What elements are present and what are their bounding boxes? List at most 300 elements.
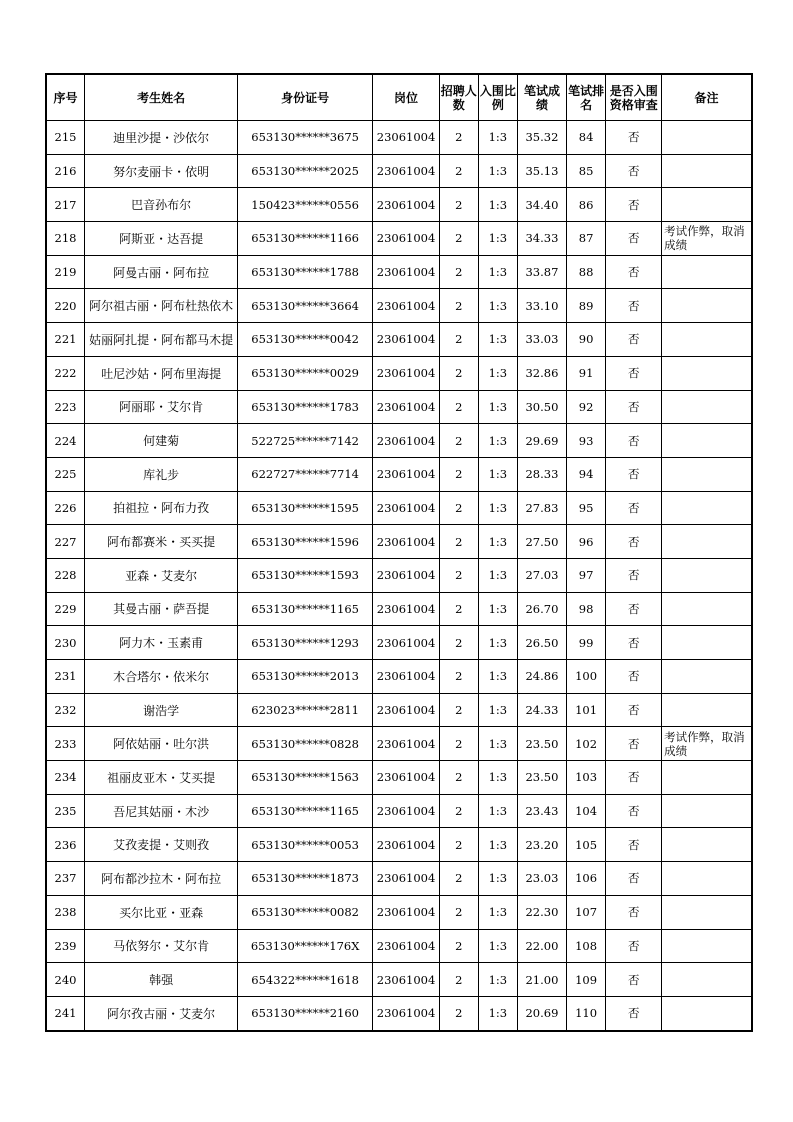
col-name-cell: 其曼古丽・萨吾提 bbox=[85, 592, 238, 626]
col-remark-cell bbox=[662, 457, 752, 491]
table-row bbox=[46, 693, 752, 727]
col-hire-count-cell: 2 bbox=[440, 289, 479, 323]
col-remark-cell bbox=[662, 626, 752, 660]
col-score-cell: 23.03 bbox=[518, 862, 567, 896]
col-score-header: 笔试成绩 bbox=[518, 74, 567, 121]
col-position-cell: 23061004 bbox=[373, 761, 440, 795]
col-ratio-header: 入围比例 bbox=[478, 74, 518, 121]
col-qualified-cell: 否 bbox=[606, 727, 662, 761]
col-ratio-cell: 1:3 bbox=[478, 188, 518, 222]
col-name-cell: 姑丽阿扎提・阿布都马木提 bbox=[85, 323, 238, 357]
col-rank-cell: 93 bbox=[566, 424, 606, 458]
col-index-cell: 240 bbox=[46, 963, 85, 997]
col-score-cell: 26.70 bbox=[518, 592, 567, 626]
col-remark-cell bbox=[662, 424, 752, 458]
col-name-cell: 阿斯亚・达吾提 bbox=[85, 222, 238, 256]
col-remark-cell bbox=[662, 255, 752, 289]
col-hire-count-cell: 2 bbox=[440, 996, 479, 1030]
col-score-cell: 33.10 bbox=[518, 289, 567, 323]
col-position-cell: 23061004 bbox=[373, 424, 440, 458]
col-rank-cell: 84 bbox=[566, 121, 606, 155]
col-ratio-cell: 1:3 bbox=[478, 222, 518, 256]
col-rank-cell: 86 bbox=[566, 188, 606, 222]
col-remark-cell bbox=[662, 558, 752, 592]
col-hire-count-cell: 2 bbox=[440, 457, 479, 491]
col-rank-cell: 89 bbox=[566, 289, 606, 323]
col-qualified-cell: 否 bbox=[606, 626, 662, 660]
col-hire-count-cell: 2 bbox=[440, 929, 479, 963]
col-score-cell: 27.03 bbox=[518, 558, 567, 592]
col-position-cell: 23061004 bbox=[373, 727, 440, 761]
col-score-cell: 23.43 bbox=[518, 794, 567, 828]
col-index-cell: 227 bbox=[46, 525, 85, 559]
col-qualified-cell: 否 bbox=[606, 660, 662, 694]
col-qualified-cell: 否 bbox=[606, 996, 662, 1030]
col-hire-count-cell: 2 bbox=[440, 626, 479, 660]
col-qualified-cell: 否 bbox=[606, 121, 662, 155]
col-hire-count-cell: 2 bbox=[440, 154, 479, 188]
col-rank-cell: 91 bbox=[566, 356, 606, 390]
col-id-number-cell: 653130******3675 bbox=[238, 121, 373, 155]
col-name-cell: 阿尔孜古丽・艾麦尔 bbox=[85, 996, 238, 1030]
col-rank-cell: 110 bbox=[566, 996, 606, 1030]
col-score-cell: 27.50 bbox=[518, 525, 567, 559]
col-hire-count-cell: 2 bbox=[440, 424, 479, 458]
col-id-number-cell: 653130******0029 bbox=[238, 356, 373, 390]
col-index-cell: 230 bbox=[46, 626, 85, 660]
col-position-cell: 23061004 bbox=[373, 592, 440, 626]
col-remark-cell bbox=[662, 592, 752, 626]
col-rank-cell: 90 bbox=[566, 323, 606, 357]
col-ratio-cell: 1:3 bbox=[478, 525, 518, 559]
col-position-cell: 23061004 bbox=[373, 154, 440, 188]
col-name-cell: 何建菊 bbox=[85, 424, 238, 458]
col-rank-cell: 97 bbox=[566, 558, 606, 592]
table-row bbox=[46, 660, 752, 694]
col-ratio-cell: 1:3 bbox=[478, 963, 518, 997]
table-row bbox=[46, 154, 752, 188]
col-ratio-cell: 1:3 bbox=[478, 323, 518, 357]
col-index-cell: 235 bbox=[46, 794, 85, 828]
col-id-number-cell: 653130******1165 bbox=[238, 592, 373, 626]
col-hire-count-cell: 2 bbox=[440, 693, 479, 727]
col-id-number-cell: 522725******7142 bbox=[238, 424, 373, 458]
col-remark-cell bbox=[662, 794, 752, 828]
col-id-number-cell: 653130******1563 bbox=[238, 761, 373, 795]
col-rank-cell: 88 bbox=[566, 255, 606, 289]
col-qualified-cell: 否 bbox=[606, 794, 662, 828]
col-id-number-cell: 653130******2025 bbox=[238, 154, 373, 188]
col-index-cell: 229 bbox=[46, 592, 85, 626]
col-id-number-cell: 653130******1165 bbox=[238, 794, 373, 828]
col-position-cell: 23061004 bbox=[373, 660, 440, 694]
col-id-number-cell: 653130******3664 bbox=[238, 289, 373, 323]
col-name-cell: 迪里沙提・沙依尔 bbox=[85, 121, 238, 155]
col-hire-count-cell: 2 bbox=[440, 222, 479, 256]
col-position-cell: 23061004 bbox=[373, 390, 440, 424]
col-hire-count-cell: 2 bbox=[440, 525, 479, 559]
col-ratio-cell: 1:3 bbox=[478, 356, 518, 390]
col-hire-count-cell: 2 bbox=[440, 491, 479, 525]
col-remark-cell bbox=[662, 660, 752, 694]
col-index-cell: 232 bbox=[46, 693, 85, 727]
col-position-cell: 23061004 bbox=[373, 794, 440, 828]
col-hire-count-cell: 2 bbox=[440, 390, 479, 424]
table-row bbox=[46, 491, 752, 525]
col-id-number-cell: 653130******1595 bbox=[238, 491, 373, 525]
col-remark-cell bbox=[662, 525, 752, 559]
col-position-cell: 23061004 bbox=[373, 558, 440, 592]
col-rank-cell: 95 bbox=[566, 491, 606, 525]
col-index-cell: 223 bbox=[46, 390, 85, 424]
col-position-cell: 23061004 bbox=[373, 491, 440, 525]
col-remark-cell bbox=[662, 491, 752, 525]
col-name-cell: 阿布都赛米・买买提 bbox=[85, 525, 238, 559]
col-id-number-cell: 654322******1618 bbox=[238, 963, 373, 997]
col-position-cell: 23061004 bbox=[373, 963, 440, 997]
col-id-number-cell: 653130******1873 bbox=[238, 862, 373, 896]
table-row bbox=[46, 390, 752, 424]
col-hire-count-cell: 2 bbox=[440, 121, 479, 155]
col-id-number-cell: 653130******1596 bbox=[238, 525, 373, 559]
col-name-cell: 阿力木・玉素甫 bbox=[85, 626, 238, 660]
col-score-cell: 23.20 bbox=[518, 828, 567, 862]
col-position-cell: 23061004 bbox=[373, 693, 440, 727]
col-ratio-cell: 1:3 bbox=[478, 558, 518, 592]
col-rank-cell: 108 bbox=[566, 929, 606, 963]
col-ratio-cell: 1:3 bbox=[478, 255, 518, 289]
col-score-cell: 20.69 bbox=[518, 996, 567, 1030]
col-position-cell: 23061004 bbox=[373, 323, 440, 357]
col-score-cell: 35.13 bbox=[518, 154, 567, 188]
col-hire-count-cell: 2 bbox=[440, 255, 479, 289]
col-remark-cell bbox=[662, 828, 752, 862]
col-name-cell: 吐尼沙姑・阿布里海提 bbox=[85, 356, 238, 390]
table-row bbox=[46, 222, 752, 256]
header-row bbox=[46, 74, 752, 121]
col-position-cell: 23061004 bbox=[373, 929, 440, 963]
table-row bbox=[46, 424, 752, 458]
col-score-cell: 34.40 bbox=[518, 188, 567, 222]
col-score-cell: 28.33 bbox=[518, 457, 567, 491]
col-qualified-cell: 否 bbox=[606, 356, 662, 390]
col-index-cell: 222 bbox=[46, 356, 85, 390]
col-hire-count-cell: 2 bbox=[440, 660, 479, 694]
col-score-cell: 26.50 bbox=[518, 626, 567, 660]
col-position-cell: 23061004 bbox=[373, 188, 440, 222]
col-hire-count-cell: 2 bbox=[440, 963, 479, 997]
col-qualified-cell: 否 bbox=[606, 592, 662, 626]
col-name-cell: 阿布都沙拉木・阿布拉 bbox=[85, 862, 238, 896]
col-score-cell: 33.03 bbox=[518, 323, 567, 357]
col-remark-cell: 考试作弊，取消成绩 bbox=[662, 727, 752, 761]
table-row bbox=[46, 996, 752, 1030]
col-name-cell: 拍祖拉・阿布力孜 bbox=[85, 491, 238, 525]
col-qualified-cell: 否 bbox=[606, 862, 662, 896]
col-id-number-header: 身份证号 bbox=[238, 74, 373, 121]
col-name-header: 考生姓名 bbox=[85, 74, 238, 121]
col-rank-cell: 99 bbox=[566, 626, 606, 660]
col-rank-cell: 103 bbox=[566, 761, 606, 795]
col-qualified-cell: 否 bbox=[606, 222, 662, 256]
col-ratio-cell: 1:3 bbox=[478, 828, 518, 862]
col-name-cell: 祖丽皮亚木・艾买提 bbox=[85, 761, 238, 795]
col-ratio-cell: 1:3 bbox=[478, 761, 518, 795]
col-hire-count-cell: 2 bbox=[440, 828, 479, 862]
col-qualified-cell: 否 bbox=[606, 558, 662, 592]
col-ratio-cell: 1:3 bbox=[478, 862, 518, 896]
table-row bbox=[46, 895, 752, 929]
col-score-cell: 23.50 bbox=[518, 727, 567, 761]
col-name-cell: 阿依姑丽・吐尔洪 bbox=[85, 727, 238, 761]
table-row bbox=[46, 794, 752, 828]
col-hire-count-cell: 2 bbox=[440, 188, 479, 222]
col-ratio-cell: 1:3 bbox=[478, 491, 518, 525]
col-position-cell: 23061004 bbox=[373, 457, 440, 491]
col-ratio-cell: 1:3 bbox=[478, 895, 518, 929]
col-qualified-cell: 否 bbox=[606, 929, 662, 963]
col-qualified-cell: 否 bbox=[606, 255, 662, 289]
col-position-cell: 23061004 bbox=[373, 222, 440, 256]
col-qualified-cell: 否 bbox=[606, 828, 662, 862]
table-body bbox=[46, 121, 752, 1031]
col-name-cell: 阿丽耶・艾尔肯 bbox=[85, 390, 238, 424]
col-position-cell: 23061004 bbox=[373, 525, 440, 559]
col-rank-cell: 92 bbox=[566, 390, 606, 424]
col-index-cell: 239 bbox=[46, 929, 85, 963]
col-index-cell: 228 bbox=[46, 558, 85, 592]
col-name-cell: 库礼步 bbox=[85, 457, 238, 491]
col-ratio-cell: 1:3 bbox=[478, 693, 518, 727]
table-row bbox=[46, 525, 752, 559]
col-qualified-cell: 否 bbox=[606, 491, 662, 525]
col-index-cell: 226 bbox=[46, 491, 85, 525]
col-ratio-cell: 1:3 bbox=[478, 929, 518, 963]
col-ratio-cell: 1:3 bbox=[478, 626, 518, 660]
col-qualified-cell: 否 bbox=[606, 424, 662, 458]
table-row bbox=[46, 592, 752, 626]
col-hire-count-cell: 2 bbox=[440, 862, 479, 896]
table-row bbox=[46, 558, 752, 592]
col-rank-cell: 100 bbox=[566, 660, 606, 694]
col-name-cell: 阿曼古丽・阿布拉 bbox=[85, 255, 238, 289]
col-hire-count-cell: 2 bbox=[440, 592, 479, 626]
col-score-cell: 24.86 bbox=[518, 660, 567, 694]
col-name-cell: 买尔比亚・亚森 bbox=[85, 895, 238, 929]
col-rank-cell: 87 bbox=[566, 222, 606, 256]
col-position-cell: 23061004 bbox=[373, 996, 440, 1030]
col-rank-cell: 104 bbox=[566, 794, 606, 828]
col-id-number-cell: 653130******0042 bbox=[238, 323, 373, 357]
col-remark-cell bbox=[662, 154, 752, 188]
col-qualified-cell: 否 bbox=[606, 154, 662, 188]
col-name-cell: 木合塔尔・依米尔 bbox=[85, 660, 238, 694]
col-remark-cell bbox=[662, 289, 752, 323]
col-id-number-cell: 653130******2013 bbox=[238, 660, 373, 694]
col-id-number-cell: 653130******1166 bbox=[238, 222, 373, 256]
col-name-cell: 吾尼其姑丽・木沙 bbox=[85, 794, 238, 828]
table-row bbox=[46, 727, 752, 761]
col-remark-cell bbox=[662, 963, 752, 997]
col-score-cell: 27.83 bbox=[518, 491, 567, 525]
col-id-number-cell: 653130******1593 bbox=[238, 558, 373, 592]
col-position-header: 岗位 bbox=[373, 74, 440, 121]
col-rank-cell: 98 bbox=[566, 592, 606, 626]
col-position-cell: 23061004 bbox=[373, 626, 440, 660]
col-id-number-cell: 653130******1788 bbox=[238, 255, 373, 289]
col-score-cell: 21.00 bbox=[518, 963, 567, 997]
col-rank-cell: 96 bbox=[566, 525, 606, 559]
col-remark-cell bbox=[662, 188, 752, 222]
col-id-number-cell: 622727******7714 bbox=[238, 457, 373, 491]
col-name-cell: 努尔麦丽卡・依明 bbox=[85, 154, 238, 188]
col-ratio-cell: 1:3 bbox=[478, 996, 518, 1030]
col-score-cell: 33.87 bbox=[518, 255, 567, 289]
col-qualified-cell: 否 bbox=[606, 323, 662, 357]
table-row bbox=[46, 862, 752, 896]
col-remark-cell bbox=[662, 996, 752, 1030]
table-row bbox=[46, 457, 752, 491]
col-remark-header: 备注 bbox=[662, 74, 752, 121]
col-position-cell: 23061004 bbox=[373, 862, 440, 896]
table-row bbox=[46, 828, 752, 862]
table-row bbox=[46, 121, 752, 155]
col-index-header: 序号 bbox=[46, 74, 85, 121]
col-hire-count-cell: 2 bbox=[440, 761, 479, 795]
table-header bbox=[46, 74, 752, 121]
col-hire-count-header: 招聘人数 bbox=[440, 74, 479, 121]
col-qualified-cell: 否 bbox=[606, 390, 662, 424]
col-rank-header: 笔试排名 bbox=[566, 74, 606, 121]
col-index-cell: 221 bbox=[46, 323, 85, 357]
col-name-cell: 谢浩学 bbox=[85, 693, 238, 727]
col-qualified-header: 是否入围资格审查 bbox=[606, 74, 662, 121]
col-ratio-cell: 1:3 bbox=[478, 660, 518, 694]
col-qualified-cell: 否 bbox=[606, 693, 662, 727]
col-rank-cell: 94 bbox=[566, 457, 606, 491]
table-row bbox=[46, 289, 752, 323]
table-row bbox=[46, 963, 752, 997]
col-remark-cell bbox=[662, 761, 752, 795]
col-rank-cell: 102 bbox=[566, 727, 606, 761]
col-index-cell: 224 bbox=[46, 424, 85, 458]
col-position-cell: 23061004 bbox=[373, 255, 440, 289]
col-hire-count-cell: 2 bbox=[440, 356, 479, 390]
col-position-cell: 23061004 bbox=[373, 356, 440, 390]
col-position-cell: 23061004 bbox=[373, 828, 440, 862]
col-id-number-cell: 653130******1783 bbox=[238, 390, 373, 424]
col-score-cell: 30.50 bbox=[518, 390, 567, 424]
col-name-cell: 亚森・艾麦尔 bbox=[85, 558, 238, 592]
col-ratio-cell: 1:3 bbox=[478, 592, 518, 626]
col-remark-cell bbox=[662, 929, 752, 963]
col-ratio-cell: 1:3 bbox=[478, 154, 518, 188]
col-rank-cell: 106 bbox=[566, 862, 606, 896]
col-position-cell: 23061004 bbox=[373, 289, 440, 323]
col-rank-cell: 107 bbox=[566, 895, 606, 929]
col-index-cell: 241 bbox=[46, 996, 85, 1030]
col-name-cell: 巴音孙布尔 bbox=[85, 188, 238, 222]
table-row bbox=[46, 323, 752, 357]
col-score-cell: 35.32 bbox=[518, 121, 567, 155]
col-index-cell: 220 bbox=[46, 289, 85, 323]
col-ratio-cell: 1:3 bbox=[478, 121, 518, 155]
col-index-cell: 237 bbox=[46, 862, 85, 896]
col-remark-cell bbox=[662, 323, 752, 357]
col-id-number-cell: 653130******0053 bbox=[238, 828, 373, 862]
col-hire-count-cell: 2 bbox=[440, 895, 479, 929]
col-ratio-cell: 1:3 bbox=[478, 727, 518, 761]
col-qualified-cell: 否 bbox=[606, 963, 662, 997]
col-hire-count-cell: 2 bbox=[440, 558, 479, 592]
col-id-number-cell: 653130******1293 bbox=[238, 626, 373, 660]
col-index-cell: 217 bbox=[46, 188, 85, 222]
col-id-number-cell: 653130******0082 bbox=[238, 895, 373, 929]
col-name-cell: 韩强 bbox=[85, 963, 238, 997]
col-index-cell: 216 bbox=[46, 154, 85, 188]
col-remark-cell bbox=[662, 862, 752, 896]
table-row bbox=[46, 929, 752, 963]
col-index-cell: 238 bbox=[46, 895, 85, 929]
col-name-cell: 艾孜麦提・艾则孜 bbox=[85, 828, 238, 862]
col-id-number-cell: 623023******2811 bbox=[238, 693, 373, 727]
col-qualified-cell: 否 bbox=[606, 895, 662, 929]
col-index-cell: 231 bbox=[46, 660, 85, 694]
col-score-cell: 32.86 bbox=[518, 356, 567, 390]
col-position-cell: 23061004 bbox=[373, 895, 440, 929]
col-rank-cell: 105 bbox=[566, 828, 606, 862]
col-ratio-cell: 1:3 bbox=[478, 424, 518, 458]
col-id-number-cell: 653130******2160 bbox=[238, 996, 373, 1030]
col-rank-cell: 101 bbox=[566, 693, 606, 727]
col-score-cell: 24.33 bbox=[518, 693, 567, 727]
table-row bbox=[46, 761, 752, 795]
col-name-cell: 马依努尔・艾尔肯 bbox=[85, 929, 238, 963]
col-score-cell: 23.50 bbox=[518, 761, 567, 795]
col-hire-count-cell: 2 bbox=[440, 794, 479, 828]
col-remark-cell bbox=[662, 356, 752, 390]
col-index-cell: 215 bbox=[46, 121, 85, 155]
col-remark-cell bbox=[662, 895, 752, 929]
col-ratio-cell: 1:3 bbox=[478, 289, 518, 323]
col-score-cell: 22.00 bbox=[518, 929, 567, 963]
col-rank-cell: 109 bbox=[566, 963, 606, 997]
col-name-cell: 阿尔祖古丽・阿布杜热依木 bbox=[85, 289, 238, 323]
col-score-cell: 34.33 bbox=[518, 222, 567, 256]
col-id-number-cell: 653130******176X bbox=[238, 929, 373, 963]
col-ratio-cell: 1:3 bbox=[478, 794, 518, 828]
col-index-cell: 236 bbox=[46, 828, 85, 862]
col-remark-cell bbox=[662, 390, 752, 424]
col-score-cell: 29.69 bbox=[518, 424, 567, 458]
table-row bbox=[46, 626, 752, 660]
col-qualified-cell: 否 bbox=[606, 188, 662, 222]
col-hire-count-cell: 2 bbox=[440, 323, 479, 357]
col-ratio-cell: 1:3 bbox=[478, 390, 518, 424]
col-qualified-cell: 否 bbox=[606, 525, 662, 559]
table-row bbox=[46, 188, 752, 222]
score-table bbox=[45, 73, 753, 1032]
col-index-cell: 225 bbox=[46, 457, 85, 491]
col-qualified-cell: 否 bbox=[606, 289, 662, 323]
col-index-cell: 233 bbox=[46, 727, 85, 761]
col-index-cell: 234 bbox=[46, 761, 85, 795]
col-remark-cell bbox=[662, 121, 752, 155]
col-remark-cell: 考试作弊，取消成绩 bbox=[662, 222, 752, 256]
col-rank-cell: 85 bbox=[566, 154, 606, 188]
col-id-number-cell: 653130******0828 bbox=[238, 727, 373, 761]
col-qualified-cell: 否 bbox=[606, 761, 662, 795]
